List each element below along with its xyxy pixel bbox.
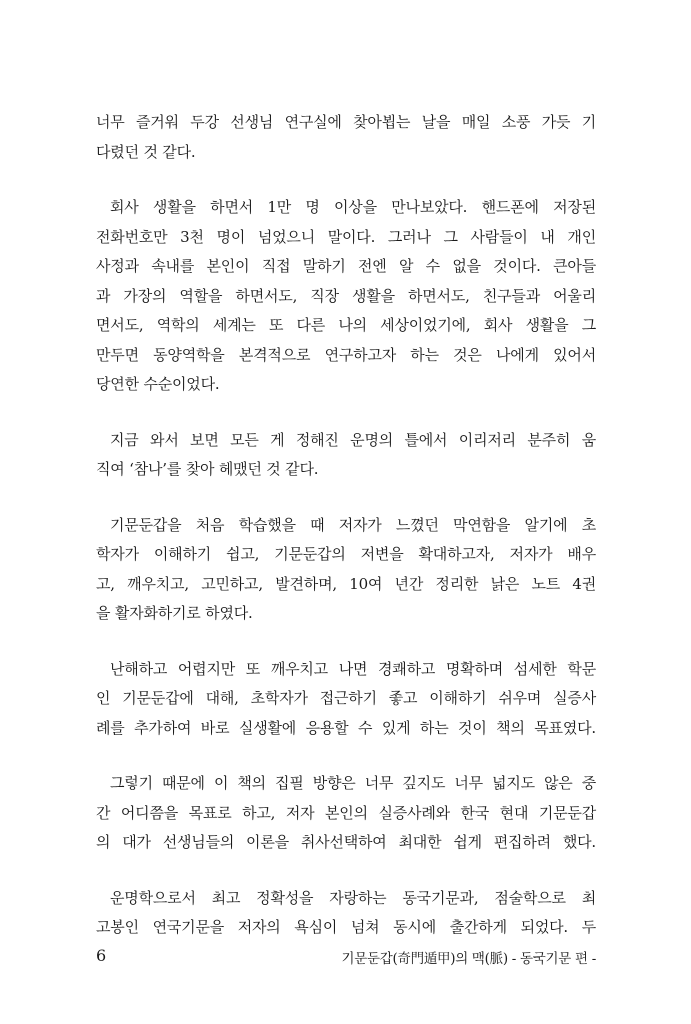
page-number: 6 [96, 946, 107, 965]
paragraph [96, 108, 596, 167]
text-line: 의 대가 선생님들의 이론을 취사선택하여 최대한 쉽게 편집하려 했다. [96, 833, 596, 851]
running-title: 기문둔갑(奇門遁甲)의 맥(脈) - 동국기문 편 - [341, 951, 596, 967]
text-line: 과 가장의 역할을 하면서도, 직장 생활을 하면서도, 친구들과 어울리 [96, 286, 596, 305]
text-line: 다렸던 것 같다. [96, 142, 196, 161]
paragraph [96, 511, 596, 629]
text-line: 기문둔갑을 처음 학습했을 때 저자가 느꼈던 막연함을 알기에 초 [110, 515, 596, 534]
text-line: 고봉인 연국기문을 저자의 욕심이 넘쳐 동시에 출간하게 되었다. 두 [96, 918, 596, 936]
text-line: 회사 생활을 하면서 1만 명 이상을 만나보았다. 핸드폰에 저장된 [110, 198, 596, 216]
paragraph [96, 884, 596, 943]
page-body [96, 108, 596, 969]
text-line: 인 기문둔갑에 대해, 초학자가 접근하기 좋고 이해하기 쉬우며 실증사 [96, 689, 596, 707]
paragraph [96, 769, 596, 858]
text-line: 운명학으로서 최고 정확성을 자랑하는 동국기문과, 점술학으로 최 [110, 888, 596, 907]
text-line: 지금 와서 보면 모든 게 정해진 운명의 틀에서 이리저리 분주히 움 [110, 430, 596, 449]
text-line: 당연한 수순이었다. [96, 375, 220, 393]
text-line: 례를 추가하여 바로 실생활에 응용할 수 있게 하는 것이 책의 목표였다. [96, 718, 596, 737]
text-line: 만두면 동양역학을 본격적으로 연구하고자 하는 것은 나에게 있어서 [96, 345, 596, 364]
text-line: 전화번호만 3천 명이 넘었으니 말이다. 그러나 그 사람들이 내 개인 [96, 227, 596, 246]
paragraph [96, 193, 596, 400]
text-line: 고, 깨우치고, 고민하고, 발견하며, 10여 년간 정리한 낡은 노트 4권 [96, 574, 596, 593]
text-line: 그렇기 때문에 이 책의 집필 방향은 너무 깊지도 너무 넓지도 않은 중 [110, 774, 596, 792]
text-line: 직여 ‘참나’를 찾아 헤맸던 것 같다. [96, 460, 319, 478]
text-line: 학자가 이해하기 쉽고, 기문둔갑의 저변을 확대하고자, 저자가 배우 [96, 545, 596, 563]
text-line: 난해하고 어렵지만 또 깨우치고 나면 경쾌하고 명확하며 섬세한 학문 [110, 659, 596, 678]
text-line: 너무 즐거워 두강 선생님 연구실에 찾아뵙는 날을 매일 소풍 가듯 기 [96, 113, 596, 131]
text-line: 면서도, 역학의 세계는 또 다른 나의 세상이었기에, 회사 생활을 그 [96, 316, 596, 334]
page-footer [96, 946, 596, 968]
paragraph [96, 655, 596, 744]
text-line: 사정과 속내를 본인이 직접 말하기 전엔 알 수 없을 것이다. 큰아들 [96, 257, 596, 275]
text-line: 을 활자화하기로 하였다. [96, 604, 253, 622]
paragraph [96, 426, 596, 485]
text-line: 간 어디쯤을 목표로 하고, 저자 본인의 실증사례와 한국 현대 기문둔갑 [96, 803, 596, 822]
